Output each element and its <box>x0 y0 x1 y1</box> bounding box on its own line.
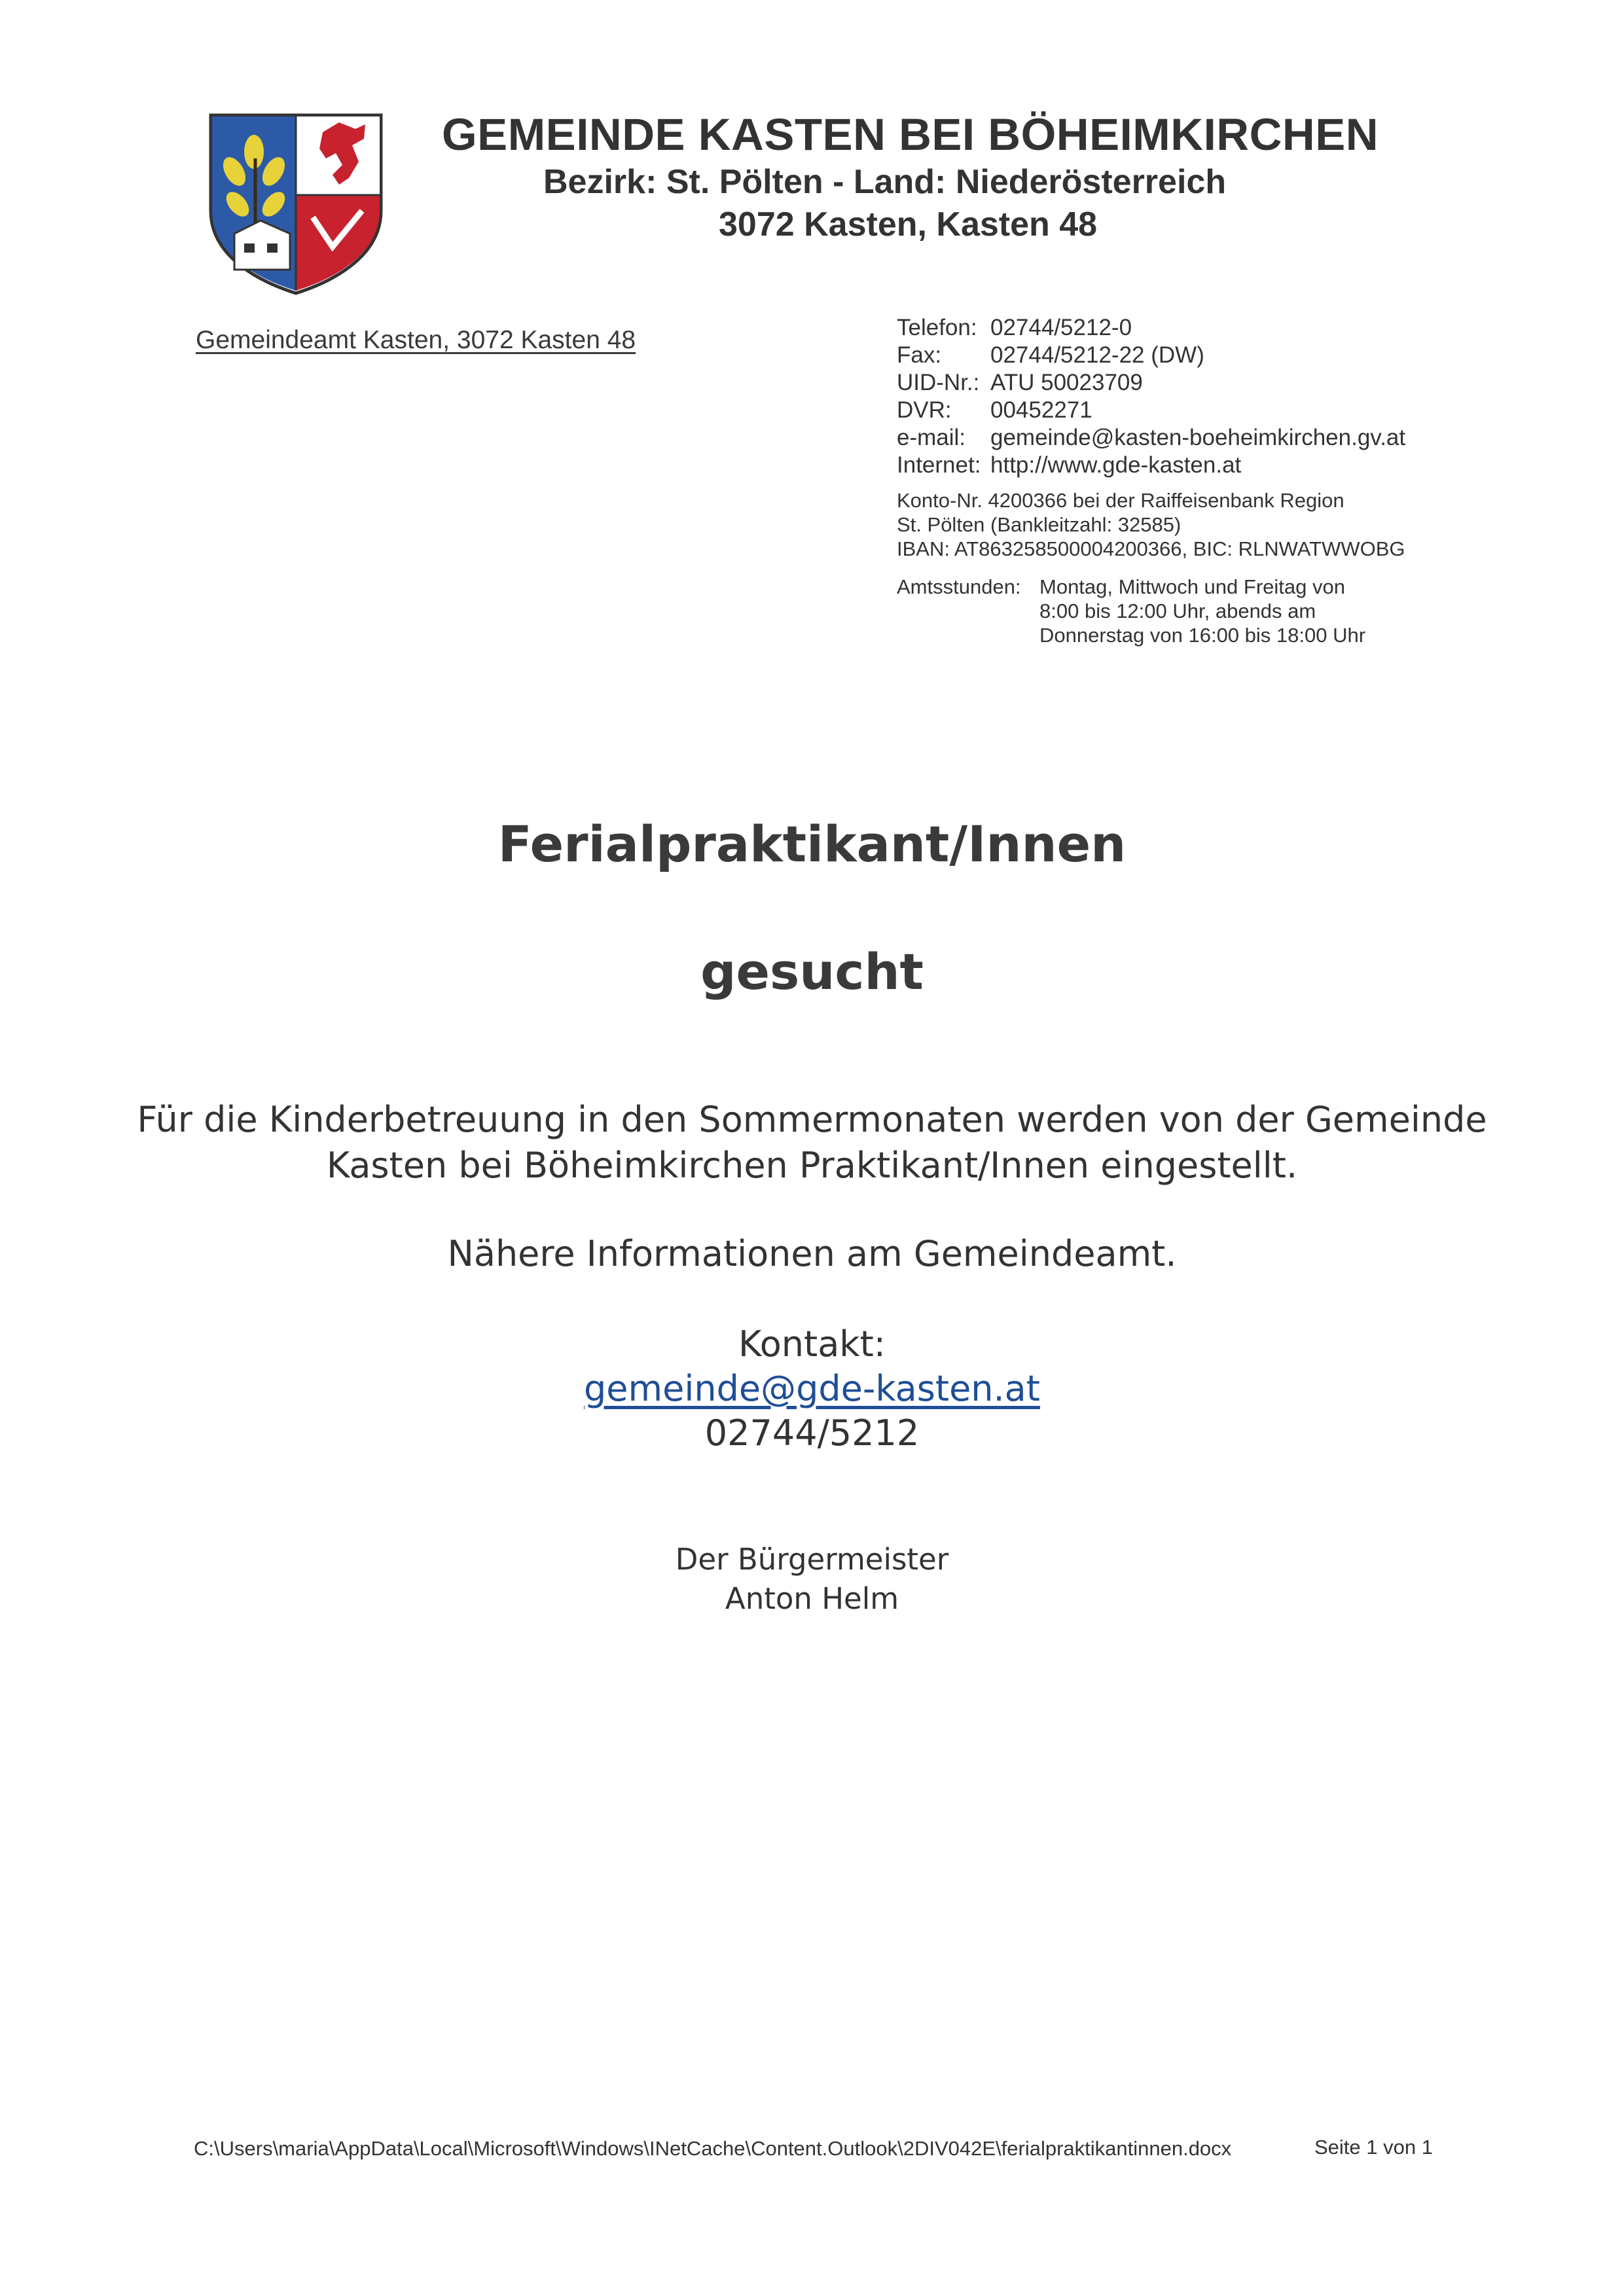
contact-value: 00452271 <box>990 397 1092 423</box>
contact-value: gemeinde@kasten-boeheimkirchen.gv.at <box>990 425 1406 450</box>
signature-name: Anton Helm <box>725 1581 899 1616</box>
contact-value: ATU 50023709 <box>990 370 1143 395</box>
headline-sub: gesucht <box>700 942 924 1001</box>
body-paragraph-line: Für die Kinderbetreuung in den Sommermonaten werden von der Gemeinde <box>137 1099 1487 1140</box>
headline: Ferialpraktikant/Innen <box>497 815 1127 873</box>
body-paragraph <box>0 1097 1624 1189</box>
coat-of-arms-icon <box>208 113 384 296</box>
municipality-title: GEMEINDE KASTEN BEI BÖHEIMKIRCHEN <box>442 109 1379 160</box>
contact-row-uid <box>897 369 1405 397</box>
municipality-address: 3072 Kasten, Kasten 48 <box>719 206 1098 243</box>
contact-label: DVR: <box>897 397 952 423</box>
contact-row-phone <box>897 314 1405 342</box>
office-hours-line: Montag, Mittwoch und Freitag von <box>1039 575 1345 598</box>
kontakt-label: Kontakt: <box>738 1323 886 1365</box>
bank-details <box>897 488 1405 561</box>
kontakt-email-link[interactable]: gemeinde@gde-kasten.at <box>584 1368 1040 1409</box>
contact-value: 02744/5212-0 <box>990 315 1132 340</box>
bank-line: Konto-Nr. 4200366 bei der Raiffeisenbank Region <box>897 489 1344 512</box>
district-line: Bezirk: St. Pölten - Land: Niederösterreich <box>543 163 1227 201</box>
info-line: Nähere Informationen am Gemeindeamt. <box>447 1233 1177 1274</box>
sender-line: Gemeindeamt Kasten, 3072 Kasten 48 <box>196 326 636 354</box>
contact-label: Fax: <box>897 342 942 368</box>
contact-label: e-mail: <box>897 425 966 450</box>
contact-row-dvr <box>897 397 1405 424</box>
footer-page-number: Seite 1 von 1 <box>1314 2136 1433 2159</box>
contact-row-email <box>897 424 1405 452</box>
contact-row-fax <box>897 342 1405 369</box>
bank-line: St. Pölten (Bankleitzahl: 32585) <box>897 513 1182 536</box>
contact-value: 02744/5212-22 (DW) <box>990 342 1204 368</box>
office-hours <box>897 575 1365 647</box>
office-hours-line: 8:00 bis 12:00 Uhr, abends am <box>1039 600 1316 622</box>
contact-label: Telefon: <box>897 315 977 340</box>
kontakt-block <box>0 1322 1624 1456</box>
contact-row-internet <box>897 452 1405 479</box>
kontakt-phone: 02744/5212 <box>704 1412 920 1454</box>
footer-file-path: C:\Users\maria\AppData\Local\Microsoft\Windows\INetCache\Content.Outlook\2DIV042E\ferialpraktikantinnen.docx <box>194 2137 1232 2160</box>
contact-block <box>897 314 1405 479</box>
contact-value: http://www.gde-kasten.at <box>990 452 1242 478</box>
signature-role: Der Bürgermeister <box>675 1542 949 1577</box>
bank-line: IBAN: AT863258500004200366, BIC: RLNWATWWOBG <box>897 537 1405 560</box>
body-paragraph-line: Kasten bei Böheimkirchen Praktikant/Innen eingestellt. <box>326 1145 1298 1186</box>
contact-label: Internet: <box>897 452 981 478</box>
office-hours-label: Amtsstunden: <box>897 575 1021 598</box>
signature-block <box>0 1540 1624 1619</box>
contact-label: UID-Nr.: <box>897 370 980 395</box>
office-hours-line: Donnerstag von 16:00 bis 18:00 Uhr <box>1039 624 1366 647</box>
